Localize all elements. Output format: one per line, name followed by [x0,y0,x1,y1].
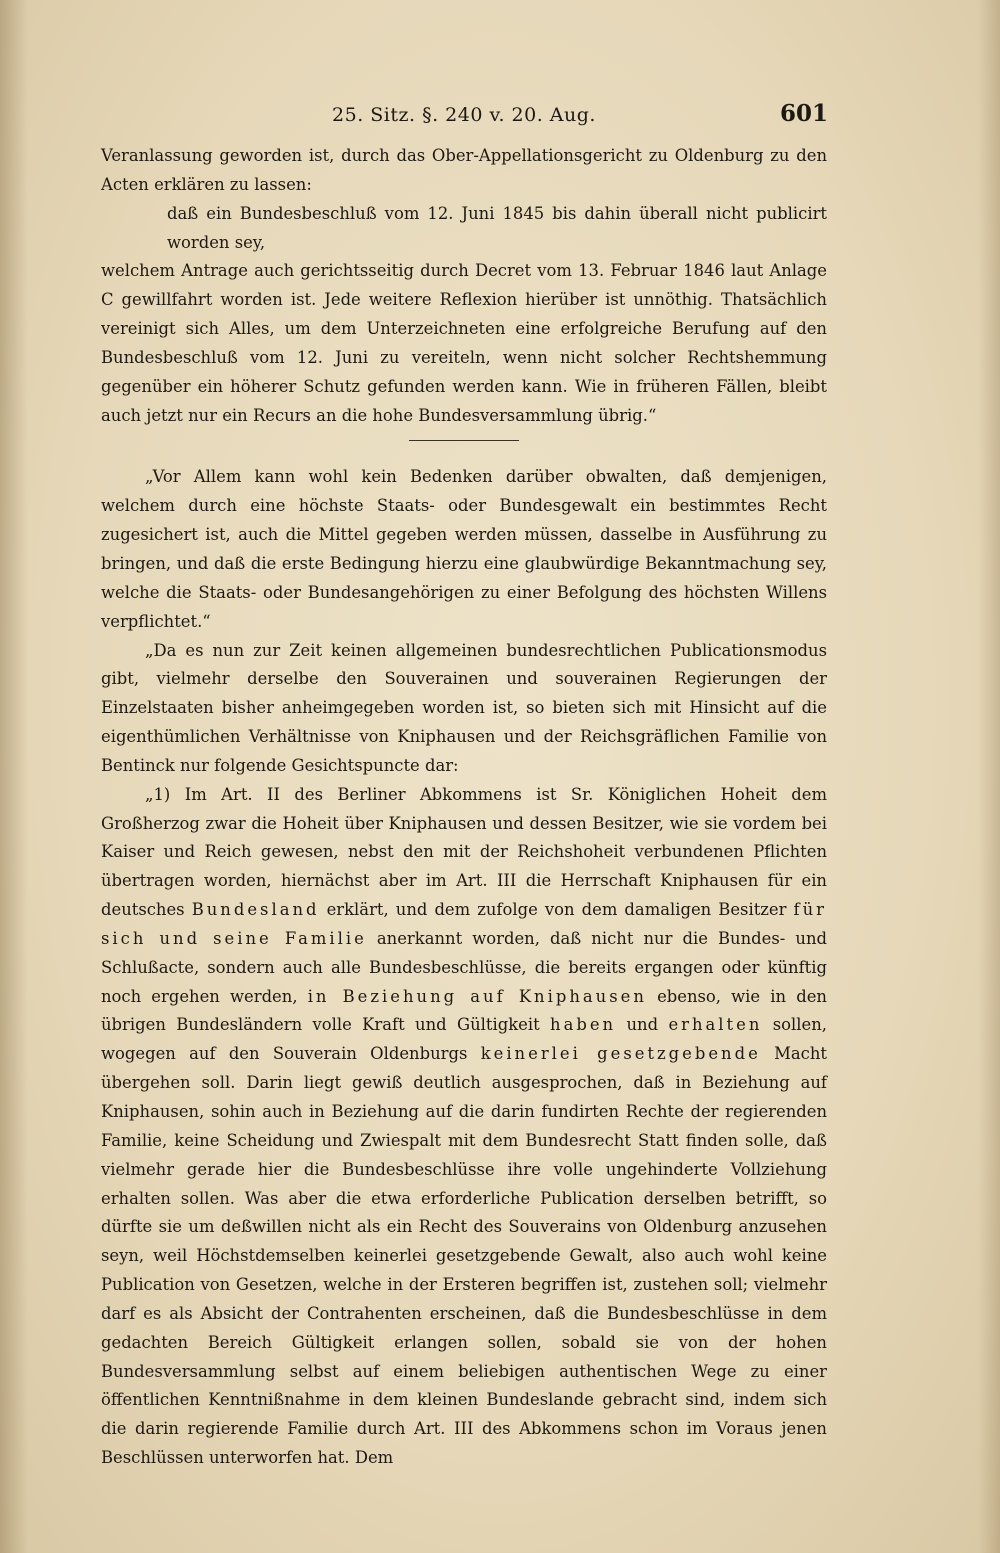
page-header [100,100,828,136]
text-segment: anerkannt worden, daß nicht nur die Bundes- und Schlußacte, sondern auch alle Bundesbeschlüsse, die bereits ergangen oder künftig noch ergehen werden, [101,928,827,1006]
text-segment: „1) Im Art. II des Berliner Abkommens ist Sr. Königlichen Hoheit dem Großherzog zwar die Hoheit über Kniphausen und dessen Besitzer, wie sie vordem bei Kaiser und Reich gewesen, nebst den mit der Reichshoheit verbundenen Pflichten übertragen worden, hiernächst aber im Art. III die Herrschaft Kniphausen für ein deutsches [101,784,827,920]
edge-shadow [978,0,1000,1553]
running-head: 25. Sitz. §. 240 v. 20. Aug. [332,104,596,126]
emphasis-beziehung: in Beziehung auf Kniphausen [307,986,647,1006]
paragraph-2: welchem Antrage auch gerichtsseitig durch Decret vom 13. Februar 1846 laut Anlage C gewillfahrt worden ist. Jede weitere Reflexion hierüber ist unnöthig. Thatsächlich vereinigt sich Alles, um dem Unterzeichneten eine erfolgreiche Berufung auf den Bundesbeschluß vom 12. Juni zu vereiteln, wenn nicht solcher Rechtshemmung gegenüber ein höherer Schutz gefunden werden kann. Wie in früheren Fällen, bleibt auch jetzt nur ein Recurs an die hohe Bundesversammlung übrig.“ [101,261,827,425]
text-segment: Macht übergehen soll. Darin liegt gewiß deutlich ausgesprochen, daß in Beziehung auf Kniphausen, sohin auch in Beziehung auf die darin fundirten Rechte der regierenden Familie, keine Scheidung und Zwiespalt mit dem Bundesrecht Statt finden solle, daß vielmehr gerade hier die Bundesbeschlüsse ihre volle ungehinderte Vollziehung erhalten sollen. Was aber die etwa erforderliche Publication derselben betrifft, so dürfte sie um deßwillen nicht als ein Recht des Souverains von Oldenburg anzusehen seyn, weil Höchstdemselben keinerlei gesetzgebende Gewalt, also auch wohl keine Publication von Gesetzen, welche in der Ersteren begriffen ist, zustehen soll; vielmehr darf es als Absicht der Contrahenten erscheinen, daß die Bundesbeschlüsse in dem gedachten Bereich Gültigkeit erlangen sollen, sobald sie von der hohen Bundesversammlung selbst auf einem beliebigen authentischen Wege zu einer öffentlichen Kenntnißnahme in dem kleinen Bundeslande gebracht sind, indem sich die darin regierende Familie durch Art. III des Abkommens schon im Voraus jenen Beschlüssen unterworfen hat. Dem [101,1044,827,1468]
paragraph-3: „Vor Allem kann wohl kein Bedenken darüber obwalten, daß demjenigen, welchem durch eine höchste Staats- oder Bundesgewalt ein bestimmtes Recht zugesichert ist, auch die Mittel gegeben werden müssen, dasselbe in Ausführung zu bringen, und daß die erste Bedingung hierzu eine glaubwürdige Bekanntmachung sey, welche die Staats- oder Bundesangehörigen zu einer Befolgung des höchsten Willens verpflichtet.“ [101,467,827,631]
emphasis-bundesland: Bundesland [191,900,320,920]
text-segment: erklärt, und dem zufolge von dem damaligen Besitzer [326,900,787,920]
text-segment: sollen, wogegen auf den Souverain Oldenburgs [101,1015,827,1064]
section-divider [409,440,519,441]
emphasis-gesetzgebende: keinerlei gesetzgebende [480,1044,761,1064]
emphasis-haben: haben [550,1015,617,1035]
gutter-shadow [0,0,28,1553]
text-segment: und [626,1015,659,1035]
emphasis-erhalten: erhalten [668,1015,763,1035]
page-body [101,142,827,1473]
quoted-statement: daß ein Bundesbeschluß vom 12. Juni 1845 bis dahin überall nicht publicirt worden sey, [167,203,827,252]
paragraph-5 [101,781,827,1473]
text-segment: ebenso, wie in den übrigen Bundesländern volle Kraft und Gültigkeit [101,986,827,1035]
emphasis-fuer-sich: für sich und seine Familie [101,900,828,948]
page-number: 601 [779,100,828,127]
paragraph-4: „Da es nun zur Zeit keinen allgemeinen bundesrechtlichen Publicationsmodus gibt, vielmehr derselbe den Souverainen und souverainen Regierungen der Einzelstaaten bisher anheimgegeben worden ist, so bieten sich mit Hinsicht auf die eigenthümlichen Verhältnisse von Kniphausen und der Reichsgräflichen Familie von Bentinck nur folgende Gesichtspuncte dar: [101,640,827,775]
paragraph-1: Veranlassung geworden ist, durch das Ober-Appellationsgericht zu Oldenburg zu den Acten erklären zu lassen: [101,146,827,194]
